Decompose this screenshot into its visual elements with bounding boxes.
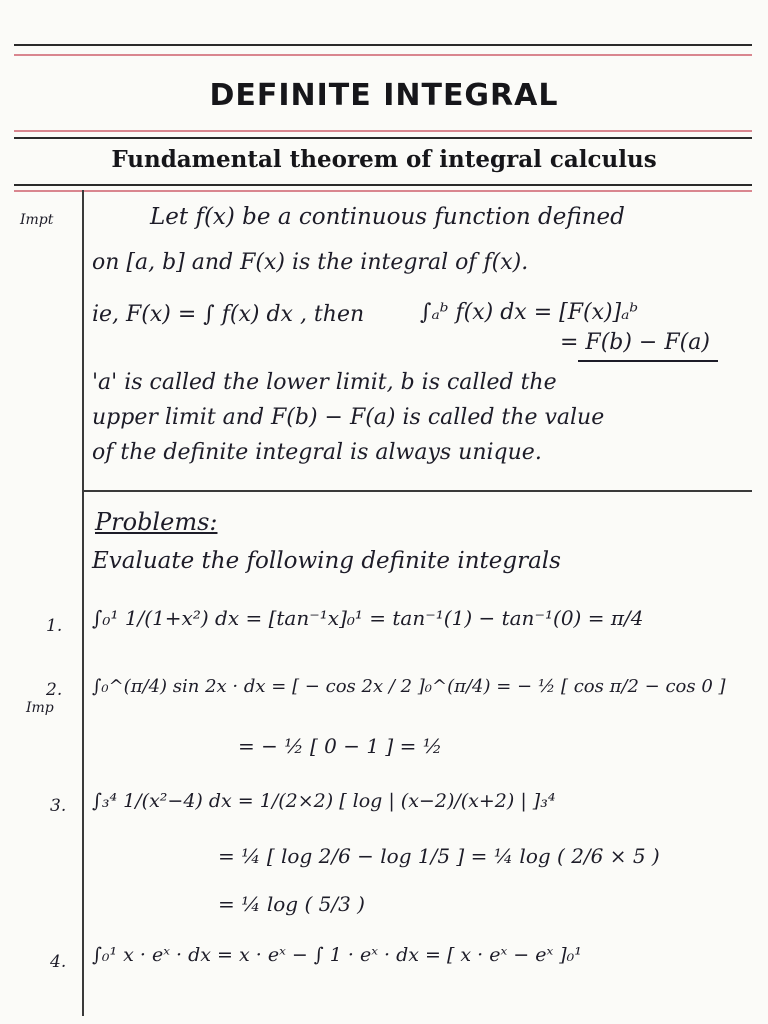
problem-3-line-3: = ¼ log ( 5/3 ) bbox=[218, 892, 365, 916]
problem-1-solution: ∫₀¹ 1/(1+x²) dx = [tan⁻¹x]₀¹ = tan⁻¹(1) − tan⁻¹(0) = π/4 bbox=[92, 606, 644, 630]
page-subtitle: Fundamental theorem of integral calculus bbox=[111, 146, 657, 173]
problem-3-number: 3. bbox=[50, 796, 67, 816]
problem-4-number: 4. bbox=[50, 952, 67, 972]
result-underline bbox=[578, 360, 718, 362]
theorem-result: = F(b) − F(a) bbox=[560, 330, 710, 355]
problem-2-number: 2. bbox=[46, 680, 63, 700]
section-divider bbox=[82, 490, 752, 492]
margin-line bbox=[82, 190, 84, 1016]
problem-4-solution: ∫₀¹ x · eˣ · dx = x · eˣ − ∫ 1 · eˣ · dx = [ x · eˣ − eˣ ]₀¹ bbox=[92, 944, 582, 966]
top-rule-pink bbox=[14, 54, 752, 56]
subtitle-rule bbox=[14, 184, 752, 186]
problem-2-important-note: Imp bbox=[26, 700, 54, 716]
page-title: DEFINITE INTEGRAL bbox=[209, 78, 559, 113]
theorem-line-7: of the definite integral is always unique. bbox=[92, 440, 542, 465]
problem-3-line-2: = ¼ [ log 2/6 − log 1/5 ] = ¼ log ( 2/6 × 5 ) bbox=[218, 844, 660, 868]
subtitle-rule-pink bbox=[14, 190, 752, 192]
problem-1-number: 1. bbox=[46, 616, 63, 636]
important-margin-note: Impt bbox=[20, 212, 54, 228]
title-rule-pink bbox=[14, 130, 752, 132]
problems-instruction: Evaluate the following definite integrals bbox=[92, 548, 561, 574]
problem-2-line-1: ∫₀^(π/4) sin 2x · dx = [ − cos 2x / 2 ]₀^(π/4) = − ½ [ cos π/2 − cos 0 ] bbox=[92, 676, 726, 697]
theorem-line-5: 'a' is called the lower limit, b is called the bbox=[92, 370, 557, 395]
top-rule bbox=[14, 44, 752, 46]
theorem-line-6: upper limit and F(b) − F(a) is called the value bbox=[92, 405, 605, 430]
theorem-line-2: on [a, b] and F(x) is the integral of f(x). bbox=[92, 250, 529, 275]
theorem-line-3b: ∫ₐᵇ f(x) dx = [F(x)]ₐᵇ bbox=[420, 300, 639, 325]
title-rule bbox=[14, 137, 752, 139]
problems-heading: Problems: bbox=[95, 508, 218, 536]
problem-2-line-2: = − ½ [ 0 − 1 ] = ½ bbox=[238, 734, 443, 758]
theorem-line-1: Let f(x) be a continuous function defined bbox=[150, 204, 625, 230]
problem-3-line-1: ∫₃⁴ 1/(x²−4) dx = 1/(2×2) [ log | (x−2)/(x+2) | ]₃⁴ bbox=[92, 790, 556, 812]
theorem-line-3a: ie, F(x) = ∫ f(x) dx , then bbox=[92, 302, 365, 327]
